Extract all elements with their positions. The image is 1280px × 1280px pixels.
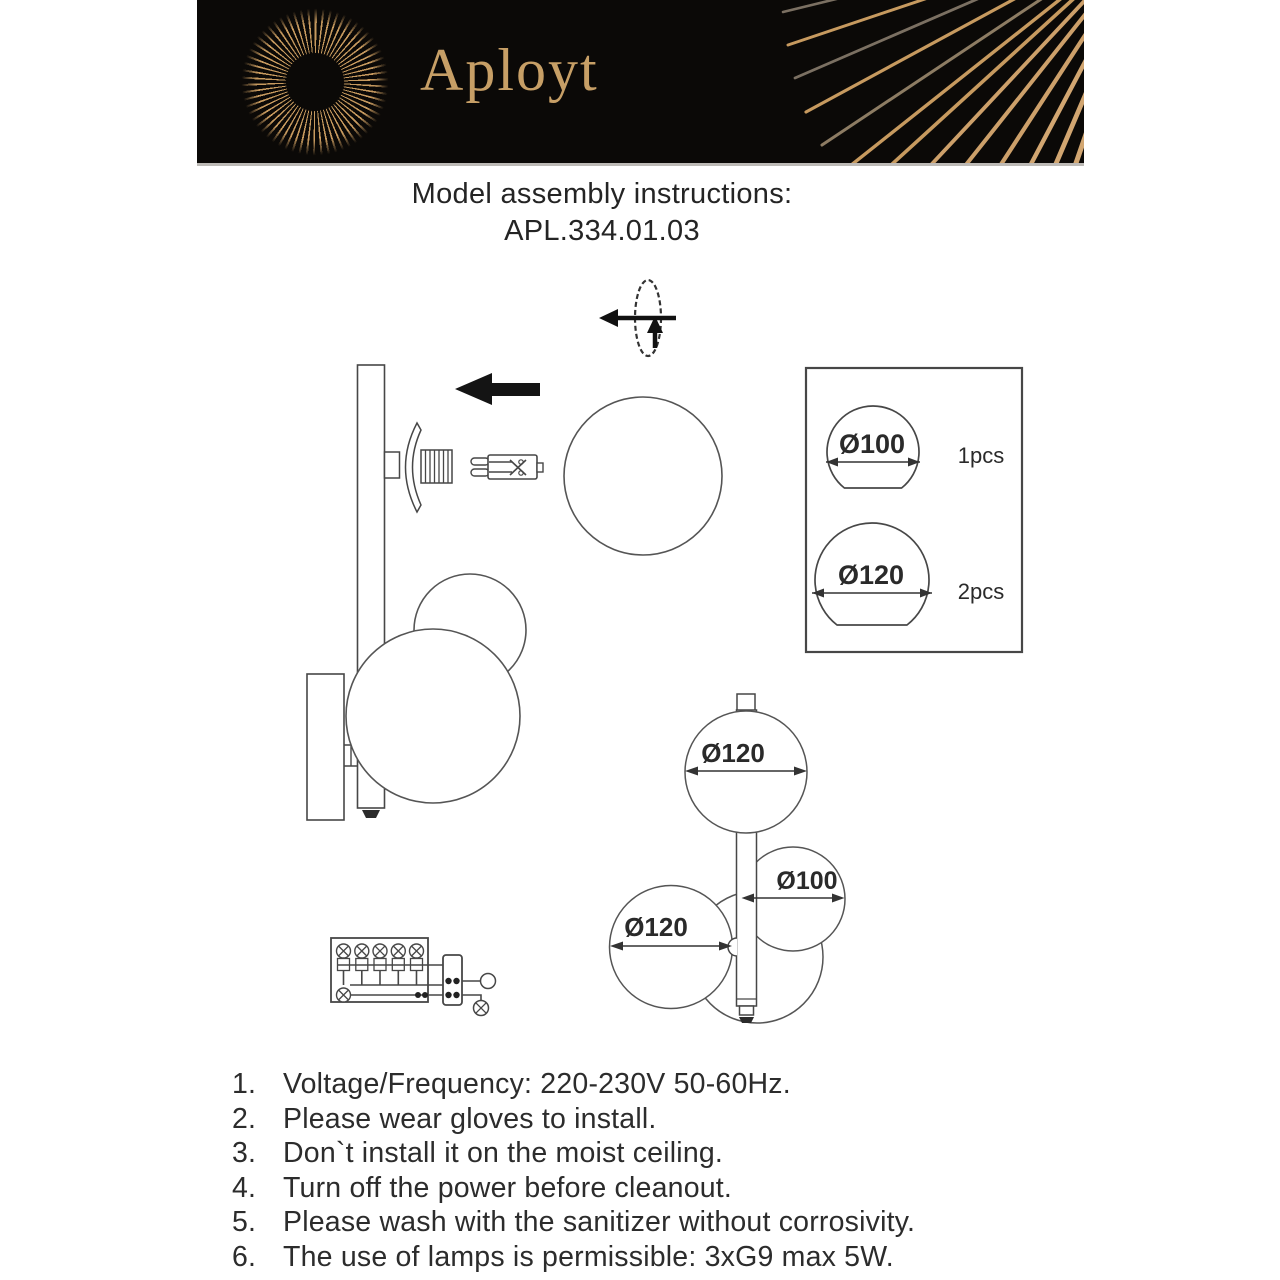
rod-end-cap xyxy=(362,810,380,818)
list-number: 4. xyxy=(232,1171,257,1204)
brand-banner xyxy=(197,0,1084,166)
dim-label-part-120: Ø120 xyxy=(837,560,905,590)
list-text: Don`t install it on the moist ceiling. xyxy=(283,1137,724,1170)
wiring-diagram xyxy=(325,930,510,1030)
qty-label-part-100: 1pcs xyxy=(957,443,1005,468)
list-number: 6. xyxy=(232,1240,257,1273)
qty-label-part-120: 2pcs xyxy=(957,579,1005,604)
wall-plate xyxy=(307,674,344,820)
parts-list-box xyxy=(800,360,1030,660)
list-item xyxy=(232,1240,915,1275)
list-item xyxy=(232,1136,915,1171)
dim-label-left-sphere: Ø120 xyxy=(624,912,688,942)
page-title: Model assembly instructions: xyxy=(411,178,793,210)
instructions-list xyxy=(232,1067,915,1275)
sphere-left-120 xyxy=(610,886,733,1009)
list-number: 3. xyxy=(232,1137,257,1170)
lamp-socket xyxy=(385,423,453,512)
sphere-shade-front xyxy=(346,629,520,803)
list-text: The use of lamps is permissible: 3xG9 max 5W. xyxy=(283,1240,894,1273)
list-text: Please wash with the sanitizer without corrosivity. xyxy=(283,1206,916,1239)
brand-name: Aployt xyxy=(420,37,599,103)
junction-symbol xyxy=(481,974,496,989)
g9-bulb-icon xyxy=(471,455,543,479)
list-item xyxy=(232,1171,915,1206)
list-number: 2. xyxy=(232,1102,257,1135)
insert-arrow-icon xyxy=(455,373,540,405)
list-item xyxy=(232,1067,915,1102)
front-view-diagram xyxy=(590,680,885,1050)
dim-label-part-100: Ø100 xyxy=(838,429,906,459)
sphere-top-120 xyxy=(685,711,807,833)
external-lamp-symbol xyxy=(474,1001,489,1016)
list-number: 1. xyxy=(232,1068,257,1100)
rotation-arrow-icon xyxy=(599,280,676,356)
list-item xyxy=(232,1205,915,1240)
rod-bottom-nub xyxy=(740,1006,754,1015)
sunburst-logo-core xyxy=(286,53,344,111)
list-text: Please wear gloves to install. xyxy=(283,1102,657,1135)
list-number: 5. xyxy=(232,1206,257,1239)
sphere-shade-exploded xyxy=(564,397,722,555)
list-item xyxy=(232,1102,915,1137)
dim-label-right-sphere: Ø100 xyxy=(776,867,838,895)
list-text: Voltage/Frequency: 220-230V 50-60Hz. xyxy=(283,1068,791,1100)
model-number: APL.334.01.03 xyxy=(504,215,700,247)
title-block xyxy=(0,176,1204,250)
dim-label-top-sphere: Ø120 xyxy=(701,738,765,768)
list-text: Turn off the power before cleanout. xyxy=(283,1171,733,1204)
